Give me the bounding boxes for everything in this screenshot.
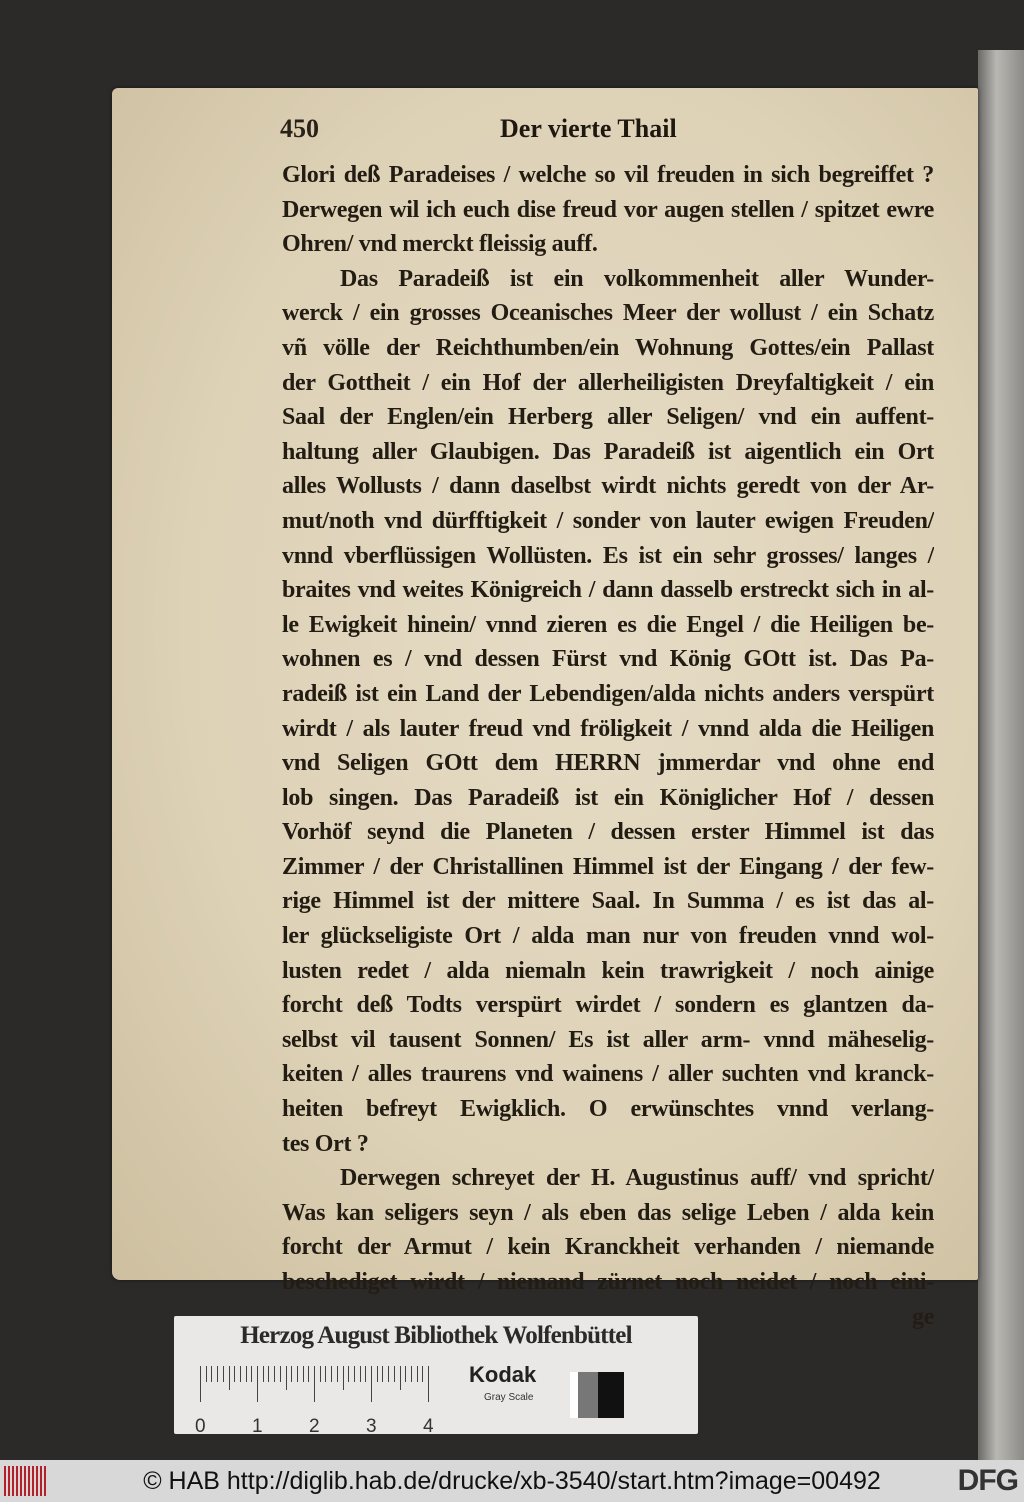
text-line: lusten redet / alda niemaln kein trawrigkeit / noch ainige	[282, 957, 934, 984]
ruler-tick	[297, 1366, 298, 1382]
ruler-tick	[428, 1366, 429, 1402]
ruler-tick	[348, 1366, 349, 1382]
text-line: wirdt / als lauter freud vnd fröligkeit / vnnd alda die Heiligen	[282, 715, 934, 742]
text-line: vnd Seligen GOtt dem HERRN jmmerdar vnd ohne end	[282, 750, 934, 777]
ruler-tick	[320, 1366, 321, 1382]
text-line: Derwegen wil ich euch dise freud vor augen stellen / spitzet ewre	[282, 196, 934, 223]
ruler-tick	[377, 1366, 378, 1382]
text-line: lob singen. Das Paradeiß ist ein Königlicher Hof / dessen	[282, 784, 934, 811]
ruler-tick	[211, 1366, 212, 1382]
ruler-tick	[354, 1366, 355, 1382]
ruler-tick	[365, 1366, 366, 1382]
ruler-tick	[234, 1366, 235, 1382]
text-line: radeiß ist ein Land der Lebendigen/alda nichts anders verspürt	[282, 680, 934, 707]
ruler-tick	[206, 1366, 207, 1382]
ruler-tick	[251, 1366, 252, 1382]
gray-scale-swatch	[570, 1372, 624, 1418]
ruler-tick	[257, 1366, 258, 1402]
text-line: rige Himmel ist der mittere Saal. In Summa / es ist das al-	[282, 888, 934, 915]
ruler-tick	[325, 1366, 326, 1382]
text-line: Glori deß Paradeises / welche so vil freuden in sich begreiffet ?	[282, 162, 934, 188]
text-line: der Gottheit / ein Hof der allerheiligisten Dreyfaltigkeit / ein	[282, 369, 934, 396]
library-name: Herzog August Bibliothek Wolfenbüttel	[240, 1322, 632, 1349]
ruler-tick	[405, 1366, 406, 1382]
ruler-tick	[417, 1366, 418, 1382]
ruler-tick	[200, 1366, 201, 1402]
text-line: werck / ein grosses Oceanisches Meer der wollust / ein Schatz	[282, 300, 934, 327]
text-line: forcht deß Todts verspürt wirdet / sondern es glantzen da-	[282, 992, 934, 1019]
page-header	[280, 114, 850, 148]
text-line: le Ewigkeit hinein/ vnnd zieren es die Engel / die Heiligen be-	[282, 611, 934, 638]
scale-ruler	[195, 1366, 434, 1437]
text-line: selbst vil tausent Sonnen/ Es ist aller arm- vnnd mäheselig-	[282, 1026, 934, 1053]
ruler-tick	[223, 1366, 224, 1382]
text-line: heiten befreyt Ewigklich. O erwünschtes vnnd verlang-	[282, 1096, 934, 1123]
ruler-number: 4	[423, 1416, 434, 1437]
text-line: ler glückseligiste Ort / alda man nur von freuden vnnd wol-	[282, 923, 934, 950]
ruler-number: 3	[366, 1416, 377, 1437]
ruler-tick	[274, 1366, 275, 1382]
text-line: haltung aller Glaubigen. Das Paradeiß ist aigentlich ein Ort	[282, 438, 934, 465]
text-line: keiten / alles traurens vnd wainens / aller suchten vnd kranck-	[282, 1061, 934, 1088]
text-line: Zimmer / der Christallinen Himmel ist der Eingang / der few-	[282, 853, 934, 880]
ruler-tick	[263, 1366, 264, 1382]
ruler-tick	[400, 1366, 401, 1390]
text-line: Saal der Englen/ein Herberg aller Seligen/ vnd ein auffent-	[282, 404, 934, 431]
ruler-tick	[411, 1366, 412, 1382]
ruler-tick	[331, 1366, 332, 1382]
ruler-tick	[337, 1366, 338, 1382]
text-line: ge	[911, 1303, 934, 1330]
footer-copyright-url[interactable]: © HAB http://diglib.hab.de/drucke/xb-3540/start.htm?image=00492	[143, 1467, 881, 1495]
ruler-tick	[382, 1366, 383, 1382]
ruler-number: 1	[252, 1416, 263, 1437]
ruler-number: 0	[195, 1416, 206, 1437]
gray-scale-label: Gray Scale	[484, 1392, 534, 1403]
text-line: Das Paradeiß ist ein volkommenheit aller Wunder-	[340, 265, 934, 292]
text-line: vñ völle der Reichthumben/ein Wohnung Gottes/ein Pallast	[282, 334, 934, 361]
text-line: forcht der Armut / kein Kranckheit verhanden / niemande	[282, 1234, 934, 1261]
scan-reference-card	[174, 1316, 698, 1437]
text-line: wohnen es / vnd dessen Fürst vnd König GOtt ist. Das Pa-	[282, 646, 934, 673]
ruler-tick	[303, 1366, 304, 1382]
page-number: 450	[280, 114, 319, 143]
text-line: alles Wollusts / dann daselbst wirdt nichts geredt von der Ar-	[282, 473, 934, 500]
ruler-tick	[240, 1366, 241, 1382]
text-line: Ohren/ vnd merckt fleissig auff.	[282, 231, 598, 258]
text-line: braites vnd weites Königreich / dann dasselb erstreckt sich in al-	[282, 577, 934, 604]
ruler-tick	[280, 1366, 281, 1382]
ruler-tick	[388, 1366, 389, 1382]
running-head: Der vierte Thail	[500, 114, 677, 143]
book-page	[112, 88, 978, 1330]
kodak-brand: Kodak	[469, 1362, 537, 1387]
text-line: mut/noth vnd dürfftigkeit / sonder von lauter ewigen Freuden/	[282, 507, 934, 534]
ruler-tick	[246, 1366, 247, 1382]
text-line: Vorhöf seynd die Planeten / dessen erster Himmel ist das	[282, 819, 934, 846]
ruler-tick	[291, 1366, 292, 1382]
text-line: Derwegen schreyet der H. Augustinus auff/ vnd spricht/	[340, 1165, 934, 1192]
text-line: tes Ort ?	[282, 1130, 369, 1157]
ruler-tick	[394, 1366, 395, 1382]
ruler-tick	[229, 1366, 230, 1390]
ruler-tick	[360, 1366, 361, 1382]
ruler-tick	[343, 1366, 344, 1390]
footer-bar	[0, 1460, 1024, 1502]
ruler-tick	[217, 1366, 218, 1382]
body-text	[282, 158, 934, 1334]
ruler-number: 2	[309, 1416, 320, 1437]
adjacent-page-edge	[978, 50, 1024, 1460]
ruler-tick	[286, 1366, 287, 1390]
text-line: beschediget wirdt / niemand zürnet noch neidet / noch eini-	[282, 1269, 934, 1295]
text-line: Was kan seligers seyn / als eben das selige Leben / alda kein	[282, 1199, 934, 1226]
text-line: vnnd vberflüssigen Wollüsten. Es ist ein sehr grosses/ langes /	[282, 542, 934, 569]
ruler-tick	[308, 1366, 309, 1382]
ruler-tick	[422, 1366, 423, 1382]
ruler-tick	[314, 1366, 315, 1402]
dfg-logo: DFG	[957, 1464, 1018, 1497]
ruler-tick	[371, 1366, 372, 1402]
ruler-tick	[268, 1366, 269, 1382]
